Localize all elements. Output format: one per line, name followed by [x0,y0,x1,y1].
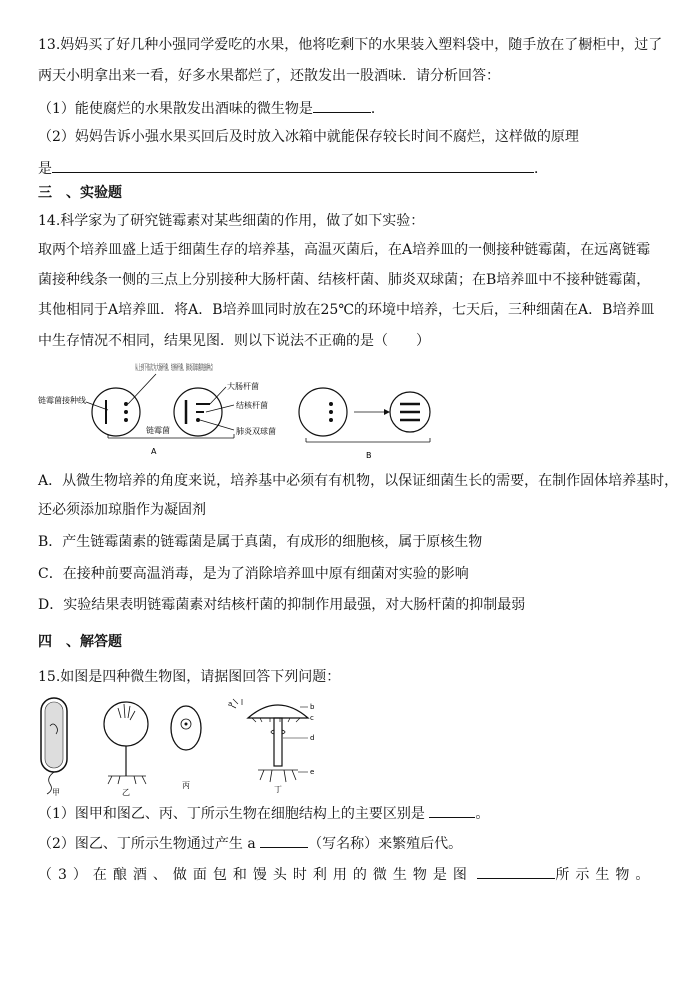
q15-stem: 15.如图是四种微生物图，请据图回答下列问题： [38,669,341,685]
q13-stem-line2: 两天小明拿出来一看，好多水果都烂了，还散发出一股酒味．请分析回答： [38,68,500,84]
answer-blank[interactable] [429,803,475,818]
caption-jia: 甲 [52,788,60,796]
section-heading-answer: 四 、解答题 [38,634,122,650]
petri-dish-a1 [92,388,140,436]
q15-microorganism-figure [38,696,328,796]
answer-blank[interactable] [52,158,534,173]
q14-option-c[interactable]: C．在接种前要高温消毒，是为了消除培养皿中原有细菌对实验的影响 [38,566,469,582]
label-strep: 链霉菌 [146,426,170,435]
petri-dish-b1 [299,388,347,436]
q15-sub1-text: （1）图甲和图乙、丙、丁所示生物在细胞结构上的主要区别是 [38,806,425,822]
label-a: A [151,447,157,456]
mark-a: a [228,700,233,708]
q14-stem-line5: 中生存情况不相同，结果见图．则以下说法不正确的是（ ） [38,333,430,349]
q14-option-a-line1[interactable]: A．从微生物培养的角度来说，培养基中必须有有机物，以保证细菌生长的需要，在制作固体培养基时， [38,473,679,489]
q13-sub1 [38,98,385,119]
label-tb: 结核杆菌 [236,401,268,410]
q13-sub2-end: ． [534,161,548,177]
q14-stem-line4: 其他相同于A培养皿．将A．B培养皿同时放在25℃的环境中培养，七天后，三种细菌在A．B培养皿 [38,302,655,318]
q15-sub2-text: （2）图乙、丁所示生物通过产生 a [38,836,256,852]
mark-e: e [310,768,315,776]
label-pneumo: 肺炎双球菌 [236,427,276,436]
q14-option-a-line2[interactable]: 还必须添加琼脂作为凝固剂 [38,502,206,518]
section-heading-experiment: 三 、实验题 [38,185,122,201]
label-strep-line: 链霉菌接种线 [38,396,86,405]
caption-ding: 丁 [274,785,282,794]
q13-sub2-cont [38,158,548,179]
q13-sub2-cont-text: 是 [38,161,52,177]
q15-sub2-end: （写名称）来繁殖后代。 [308,836,463,852]
mark-b: b [310,703,315,711]
q14-petri-dish-figure [38,362,458,462]
label-b: B [366,451,372,460]
q15-sub1-end: 。 [475,806,490,822]
mold-yi-figure [104,702,148,796]
caption-yi: 乙 [122,788,130,796]
q14-option-d[interactable]: D．实验结果表明链霉菌素对结核杆菌的抑制作用最强，对大肠杆菌的抑制最弱 [38,597,526,613]
answer-blank[interactable] [477,864,555,879]
mark-c: c [310,714,314,722]
q13-sub1-end: ． [370,101,385,117]
answer-blank[interactable] [260,833,308,848]
q14-stem-line2: 取两个培养皿盛上适于细菌生存的培养基，高温灭菌后，在A培养皿的一侧接种链霉菌，在远离链霉 [38,242,651,258]
bacterium-jia-figure [41,698,67,796]
q15-sub1 [38,803,489,824]
label-ecoli: 大肠杆菌 [227,382,259,391]
q14-stem-line1: 14.科学家为了研究链霉素对某些细菌的作用，做了如下实验： [38,213,425,229]
caption-bing: 丙 [182,781,190,790]
q14-option-b[interactable]: B．产生链霉菌素的链霉菌是属于真菌，有成形的细胞核，属于原核生物 [38,534,483,550]
yeast-bing-figure [171,706,201,790]
mushroom-ding-figure [228,699,315,794]
answer-blank[interactable] [313,98,371,113]
mark-d: d [310,734,315,742]
q13-sub1-text: （1）能使腐烂的水果散发出酒味的微生物是 [38,101,313,117]
q15-sub3-text: （3）在酿酒、做面包和馒头时利用的微生物是图 [38,867,473,883]
q13-stem-line1: 13.妈妈买了好几种小强同学爱吃的水果，他将吃剩下的水果装入塑料袋中，随手放在了橱柜中，过了 [38,37,663,53]
q15-sub3-end: 所示生物。 [555,867,656,883]
q14-stem-line3: 菌接种线条一侧的三点上分别接种大肠杆菌、结核杆菌、肺炎双球菌；在B培养皿中不接种链霉菌， [38,272,651,288]
q15-sub2 [38,833,462,854]
q13-sub2: （2）妈妈告诉小强水果买回后及时放入冰箱中就能保存较长时间不腐烂，这样做的原理 [38,129,579,145]
q15-sub3 [38,864,655,885]
label-inoculation-points: 从上到下依次为大肠杆菌、结核杆菌、肺炎双球菌的接种点 [135,363,343,372]
